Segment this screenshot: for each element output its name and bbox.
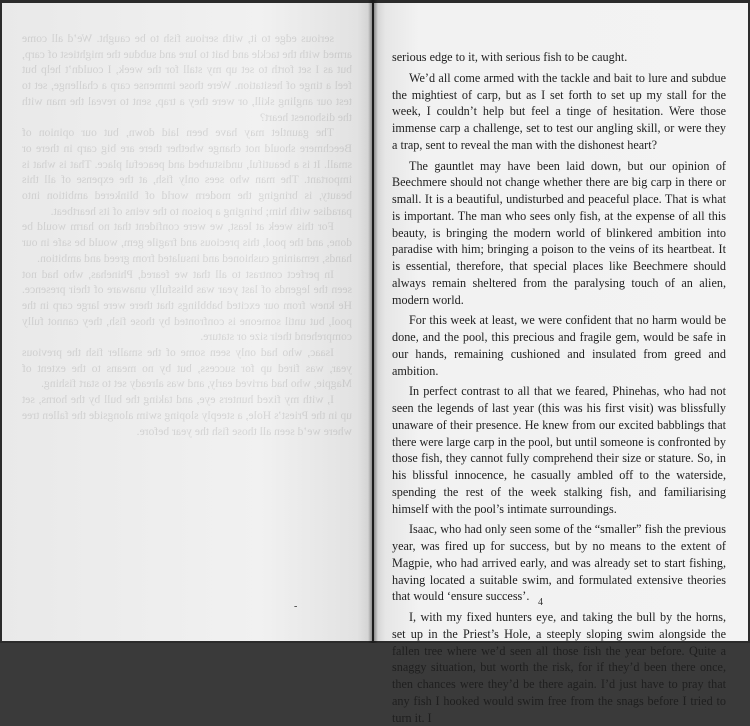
paragraph: I, with my fixed hunters eye, and taking the bull by the horns, set up in the Priest’s Hole, a steeply sloping swim alongside the fallen tree where we’d seen all those fish the year before. Quite a snaggy situation, but worth the risk, for if they’d been there once, then chances were they’d be there again. I’d just have to pray that any fish I hooked would swim free from the snags before I tried to turn it. I — [392, 610, 726, 725]
left-page — [2, 3, 372, 641]
paragraph: Isaac, who had only seen some of the “smaller” fish the previous year, was fired up for success, but by no means to the extent of Magpie, who had arrived early, and was already set to start fishing, having located a suitable swim, and formulated extensive theories that would ‘ensure success’. — [392, 522, 726, 604]
paragraph: For this week at least, we were confident that no harm would be done, and the pool, this precious and fragile gem, would be safe in our hands, remaining cushioned and insulated from greed and ambition. — [392, 313, 726, 378]
right-page — [374, 3, 748, 725]
paragraph: In perfect contrast to all that we feared, Phinehas, who had not seen the legends of last year (this was his first visit) was blissfully unaware of their presence. He knew from our excited babblings that there were large carp in the pool, but until someone is confronted by those fish, they cannot fully comprehend their size or stature. So, in his blissful innocence, he casually ambled off to the waterside, spending the rest of the week stalking fish, and familiarising himself with the pool’s intimate surroundings. — [392, 384, 726, 516]
paragraph: serious edge to it, with serious fish to be caught. — [392, 50, 628, 64]
left-page-mark: - — [294, 601, 298, 612]
paragraph: We’d all come armed with the tackle and bait to lure and subdue the mightiest of carp, but as I set forth to set up my stall for the week, I couldn’t help but feel a tinge of hesitation. Were those immense carp a challenge, set to test our angling skill, or were they a trap, sent to reveal the man with the dishonest heart? — [392, 70, 726, 152]
paragraph: The gauntlet may have been laid down, but our opinion of Beechmere should not change whether there are big carp in there or small. It is a beautiful, undisturbed and peaceful place. That is what is important. The man who sees only fish, at the expense of all this beauty, is bringing the modern world of blinkered ambition into paradise with him; bringing a poison to the veins of its heartbeat. It is essential, therefore, that special places like Beechmere should always remain sheltered from the paralysing touch of an alien, modern world. — [392, 158, 726, 307]
body-text — [392, 49, 726, 726]
show-through-text: serious edge to it, with serious fish to be caught. We’d all come armed with the tackle and bait to lure and subdue the mightiest of carp, but as I set forth to set up my stall for the week, I couldn’t help but feel a tinge of hesitation. Were those immense carp a challenge, set to test our angling skill, or were they a trap, sent to reveal the man with the dishonest heart? The gauntlet may have been laid down, but our opinion of Beechmere should not change whether there are big carp in there or small. It is a beautiful, undisturbed and peaceful place. That is what is important. The man who sees only fish, at the expense of all this beauty, is bringing the modern world of blinkered ambition into paradise with him; bringing a poison to the veins of its heartbeat. For this week at least, we were confident that no harm would be done, and the pool, this precious and fragile gem, would be safe in our hands, remaining cushioned and insulated from greed and ambition. In perfect contrast to all that we feared, Phinehas, who had not seen the legends of last year was blissfully unaware of their presence. He knew from our excited babblings that there were large carp in the pool, but until someone is confronted by those fish, they cannot fully comprehend their size or stature. Isaac, who had only seen some of the smaller fish the previous year, was fired up for success, but by no means to the extent of Magpie, who had arrived early, and was already set to start fishing. I, with my fixed hunters eye, and taking the bull by the horns, set up in the Priest’s Hole, a steeply sloping swim alongside the fallen tree where we’d seen all those fish the year before. — [22, 32, 352, 438]
page-number: 4 — [538, 597, 543, 608]
